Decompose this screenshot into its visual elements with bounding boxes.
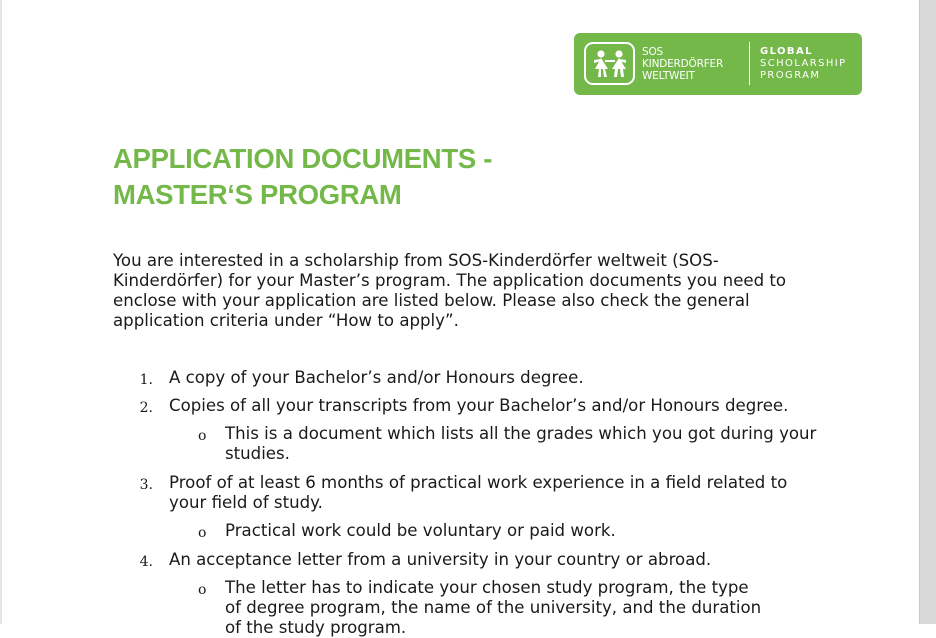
- logo-divider: [749, 42, 750, 85]
- sub-item-text: of degree program, the name of the university, and the duration: [225, 598, 762, 617]
- intro-line: You are interested in a scholarship from SOS-Kinderdörfer weltweit (SOS-: [113, 251, 719, 270]
- logo-org-line: KINDERDÖRFER: [642, 58, 724, 70]
- intro-line: application criteria under “How to apply”.: [113, 311, 459, 330]
- list-item-number: 2.: [139, 400, 153, 416]
- logo-program-line: PROGRAM: [760, 70, 821, 81]
- sub-item-text: This is a document which lists all the grades which you got during your: [225, 424, 817, 443]
- sub-bullet-icon: o: [198, 582, 207, 598]
- page-title-line: APPLICATION DOCUMENTS -: [113, 143, 493, 174]
- children-house-icon: [584, 42, 635, 85]
- logo-program-line: SCHOLARSHIP: [760, 58, 847, 69]
- list-item-text: Copies of all your transcripts from your Bachelor’s and/or Honours degree.: [169, 396, 789, 415]
- logo-program-line: GLOBAL: [760, 46, 813, 57]
- list-item-number: 3.: [139, 477, 153, 493]
- sub-item-text: studies.: [225, 444, 290, 463]
- page-title: [113, 141, 492, 213]
- logo-program-name: [760, 46, 847, 82]
- list-item-number: 4.: [139, 554, 153, 570]
- sos-global-scholarship-logo: [574, 33, 862, 95]
- sub-bullet-icon: o: [198, 428, 207, 444]
- sub-bullet-icon: o: [198, 525, 207, 541]
- list-item-text: Proof of at least 6 months of practical work experience in a field related to: [169, 473, 788, 492]
- list-item-number: 1.: [139, 372, 153, 388]
- intro-line: enclose with your application are listed below. Please also check the general: [113, 291, 750, 310]
- logo-organization-name: [642, 46, 723, 82]
- sub-item-text: of the study program.: [225, 618, 407, 637]
- intro-paragraph: [113, 251, 833, 331]
- list-item-text: A copy of your Bachelor’s and/or Honours degree.: [169, 368, 584, 387]
- page-left-edge: [0, 0, 2, 624]
- list-item-text: your field of study.: [169, 493, 323, 512]
- list-item-text: An acceptance letter from a university in your country or abroad.: [169, 550, 712, 569]
- sub-item-text: The letter has to indicate your chosen study program, the type: [225, 578, 749, 597]
- page-title-line: MASTER‘S PROGRAM: [113, 179, 402, 210]
- vertical-scrollbar[interactable]: [919, 0, 936, 624]
- intro-line: Kinderdörfer) for your Master’s program. The application documents you need to: [113, 271, 787, 290]
- logo-org-line: WELTWEIT: [642, 70, 695, 82]
- logo-org-line: SOS: [642, 46, 663, 58]
- sub-item-text: Practical work could be voluntary or paid work.: [225, 521, 616, 540]
